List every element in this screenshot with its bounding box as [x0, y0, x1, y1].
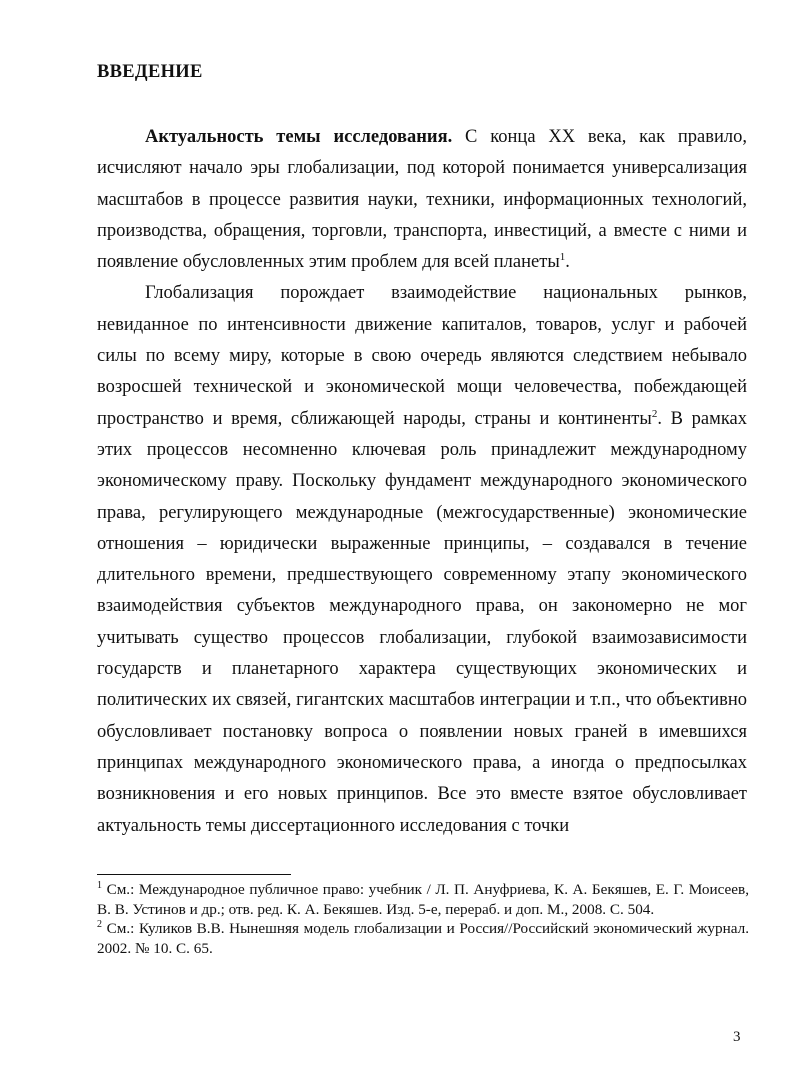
footnote-text: См.: Куликов В.В. Нынешняя модель глобализации и Россия//Российский экономический журнал. 2002. № 10. С. 65.: [97, 920, 749, 957]
footnote-item: [97, 880, 749, 919]
footnote-mark: 1: [97, 879, 102, 891]
section-heading: ВВЕДЕНИЕ: [97, 62, 203, 82]
footnote-separator: [97, 874, 291, 875]
footnote-mark: 2: [97, 918, 102, 930]
footnote-text: См.: Международное публичное право: учебник / Л. П. Ануфриева, К. А. Бекяшев, Е. Г. Моисеев, В. В. Устинов и др.; отв. ред. К. А. Бекяшев. Изд. 5-е, перераб. и доп. М., 2008. С. 504.: [97, 881, 749, 918]
page-number: 3: [733, 1029, 741, 1045]
paragraph-text-continued: . В рамках этих процессов несомненно ключевая роль принадлежит международному экономическому праву. Поскольку фундамент международного экономического права, регулирующего международные (межгосударственные) экономические отношения – юридически выраженные принципы, – создавался в течение длительного времени, предшествующего современному этапу экономического взаимодействия субъектов международного права, он закономерно не мог учитывать существо процессов глобализации, глубокой взаимозависимости государств и планетарного характера существующих экономических и политических их связей, гигантских масштабов интеграции и т.п., что объективно обусловливает постановку вопроса о появлении новых граней в имевшихся принципах международного экономического права, а иногда о предпосылках возникновения и его новых принципов. Все это вместе взятое обусловливает актуальность темы диссертационного исследования с точки: [97, 408, 747, 836]
paragraph-end: .: [565, 252, 570, 273]
footnotes: [97, 880, 749, 958]
footnote-reference[interactable]: 1: [559, 251, 566, 264]
paragraph-lead: Актуальность темы исследования.: [145, 127, 453, 147]
paragraph-text: Глобализация порождает взаимодействие национальных рынков, невиданное по интенсивности движение капиталов, товаров, услуг и рабочей силы по всему миру, которые в свою очередь являются следствием небывало возросшей технической и экономической мощи человечества, побеждающей пространство и время, сближающей народы, страны и континенты: [97, 283, 747, 429]
footnote-item: [97, 919, 749, 958]
paragraph-globalization: [97, 278, 747, 841]
footnote-reference[interactable]: 2: [651, 407, 658, 420]
paragraph-relevance: [97, 122, 747, 278]
body-text: [97, 122, 747, 842]
paragraph-text: С конца XX века, как правило, исчисляют начало эры глобализации, под которой понимается универсализация масштабов в процессе развития науки, техники, информационных технологий, производства, обращения, торговли, транспорта, инвестиций, а вместе с ними и появление обусловленных этим проблем для всей планеты: [97, 127, 747, 273]
